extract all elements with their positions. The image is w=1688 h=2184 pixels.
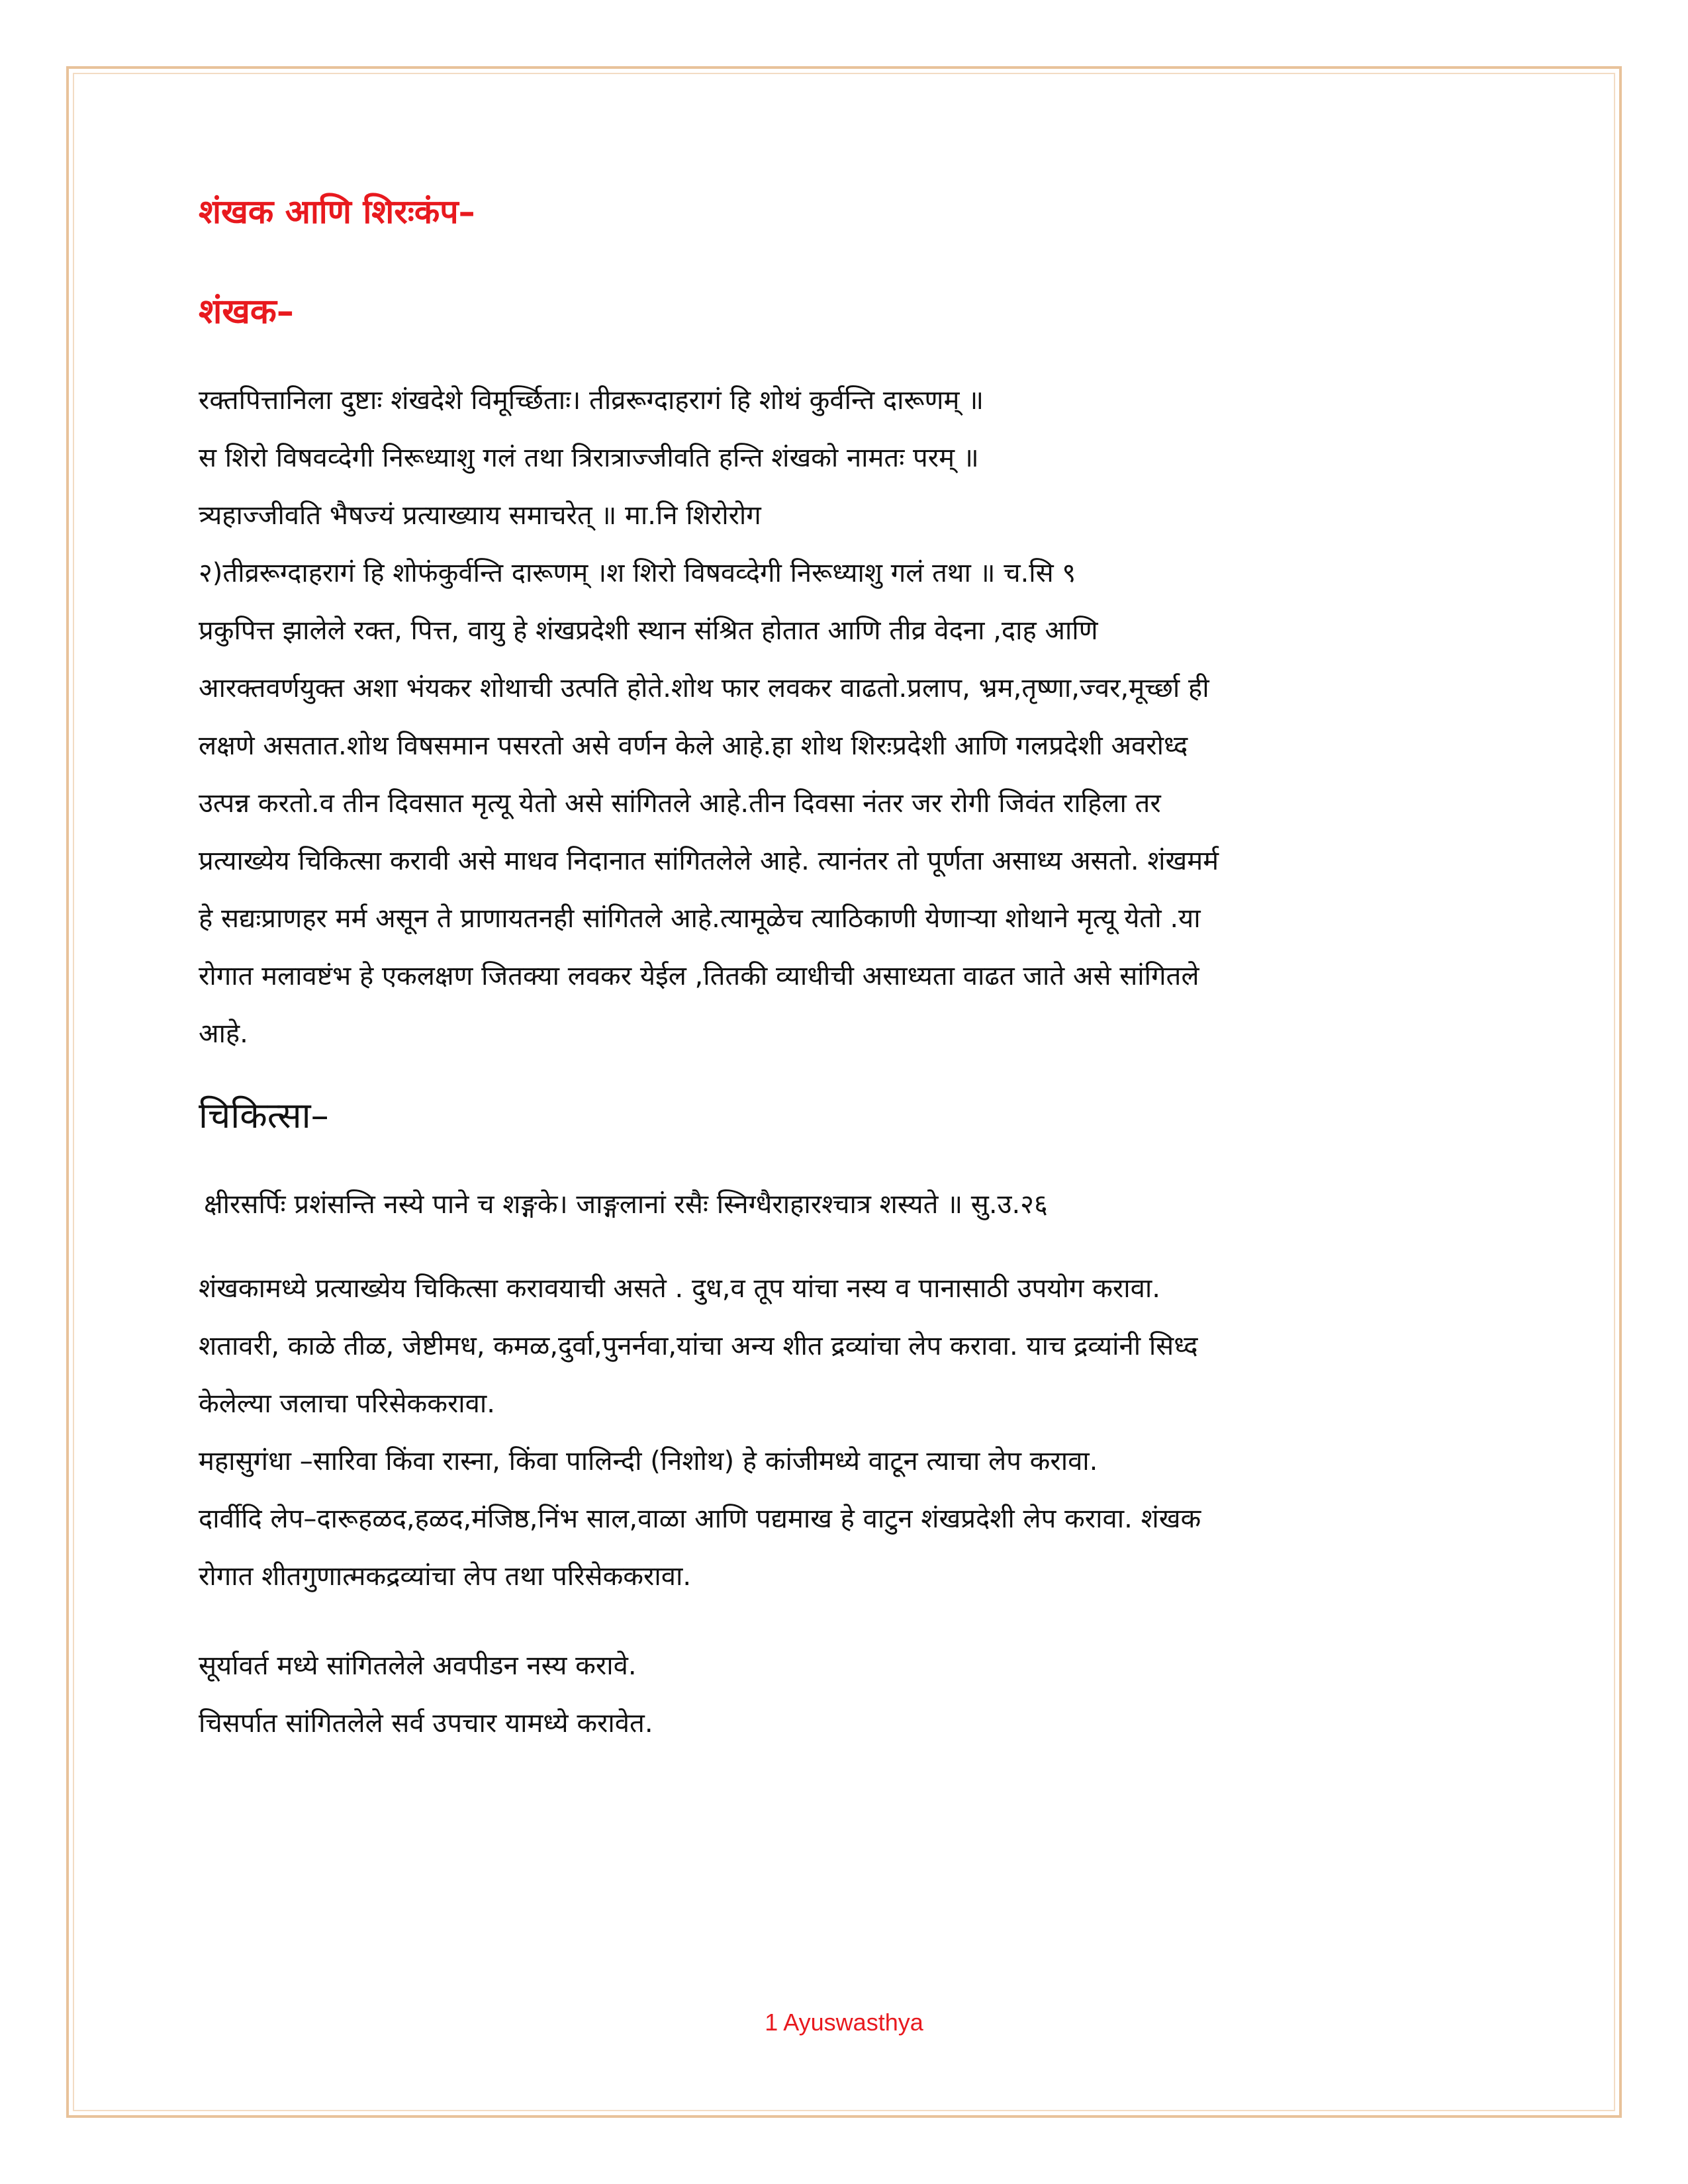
document-body [199,192,1496,1752]
paragraph-line: लक्षणे असतात.शोथ विषसमान पसरतो असे वर्णन केले आहे.हा शोथ शिरःप्रदेशी आणि गलप्रदेशी अवरोध्द [199,731,1188,762]
verse-line: २)तीव्ररूग्दाहरागं हि शोफंकुर्वन्ति दारूणम् ।श शिरो विषवव्देगी निरूध्याशु गलं तथा ॥ च.सि ९ [199,558,1076,589]
verse-line: त्र्यहाज्जीवति भैषज्यं प्रत्याख्याय समाचरेत् ॥ मा.नि शिरोरोग [199,500,761,531]
treatment-paragraph [199,1260,1496,1606]
paragraph-line: दार्वीदि लेप–दारूहळद,हळद,मंजिष्ठ,निंभ साल,वाळा आणि पद्यमाख हे वाटुन शंखप्रदेशी लेप करावा. शंखक [199,1503,1201,1534]
paragraph-line: हे सद्यःप्राणहर मर्म असून ते प्राणायतनही सांगितले आहे.त्यामूळेच त्याठिकाणी येणाऱ्या शोथाने मृत्यू येतो .या [199,903,1201,934]
section-heading-shankhak: शंखक– [199,292,294,332]
description-paragraph [199,602,1496,1063]
paragraph-line: महासुगंधा –सारिवा किंवा रास्ना, किंवा पालिन्दी (निशोथ) हे कांजीमध्ये वाटून त्याचा लेप करावा. [199,1445,1098,1477]
paragraph-line: शंखकामध्ये प्रत्याख्येय चिकित्सा करावयाची असते . दुध,व तूप यांचा नस्य व पानासाठी उपयोग करावा. [199,1273,1160,1304]
paragraph-line: प्रत्याख्येय चिकित्सा करावी असे माधव निदानात सांगितलेले आहे. त्यानंतर तो पूर्णता असाध्य असतो. शंखमर्म [199,846,1219,877]
treatment-notes [199,1637,1496,1752]
paragraph-line: उत्पन्न करतो.व तीन दिवसात मृत्यू येतो असे सांगितले आहे.तीन दिवसा नंतर जर रोगी जिवंत राहिला तर [199,788,1161,819]
paragraph-line: रोगात मलावष्टंभ हे एकलक्षण जितक्या लवकर येईल ,तितकी व्याधीची असाध्यता वाढत जाते असे सांगितले [199,961,1199,992]
paragraph-line: आहे. [199,1019,248,1050]
paragraph-line: चिसर्पात सांगितलेले सर्व उपचार यामध्ये करावेत. [199,1707,653,1739]
section-heading-chikitsa: चिकित्सा– [199,1095,329,1137]
page-title: शंखक आणि शिरःकंप– [199,193,475,231]
paragraph-line: प्रकुपित्त झालेले रक्त, पित्त, वायु हे शंखप्रदेशी स्थान संश्रित होतात आणि तीव्र वेदना ,दाह आणि [199,615,1098,647]
paragraph-line: केलेल्या जलाचा परिसेककरावा. [199,1388,495,1419]
paragraph-line: सूर्यावर्त मध्ये सांगितलेले अवपीडन नस्य करावे. [199,1650,637,1681]
paragraph-line: रोगात शीतगुणात्मकद्रव्यांचा लेप तथा परिसेककरावा. [199,1561,692,1592]
page-footer: 1 Ayuswasthya [765,2009,923,2036]
chikitsa-verse: क्षीरसर्पिः प्रशंसन्ति नस्ये पाने च शङ्गके। जाङ्गलानां रसैः स्निग्धैराहारश्चात्र शस्यते ॥ सु.उ.२६ [204,1189,1048,1220]
paragraph-line: शतावरी, काळे तीळ, जेष्टीमध, कमळ,दुर्वा,पुनर्नवा,यांचा अन्य शीत द्रव्यांचा लेप करावा. याच द्रव्यांनी सिध्द [199,1330,1198,1361]
verse-line: स शिरो विषवव्देगी निरूध्याशु गलं तथा त्रिरात्राज्जीवति हन्ति शंखको नामतः परम् ॥ [199,443,979,474]
paragraph-line: आरक्तवर्णयुक्त अशा भंयकर शोथाची उत्पति होते.शोथ फार लवकर वाढतो.प्रलाप, भ्रम,तृष्णा,ज्वर,मूर्च्छा ही [199,673,1209,704]
sanskrit-verses [199,372,1496,602]
verse-line: रक्तपित्तानिला दुष्टाः शंखदेशे विमूर्च्छिताः। तीव्ररूग्दाहरागं हि शोथं कुर्वन्ति दारूणम् ॥ [199,385,984,416]
